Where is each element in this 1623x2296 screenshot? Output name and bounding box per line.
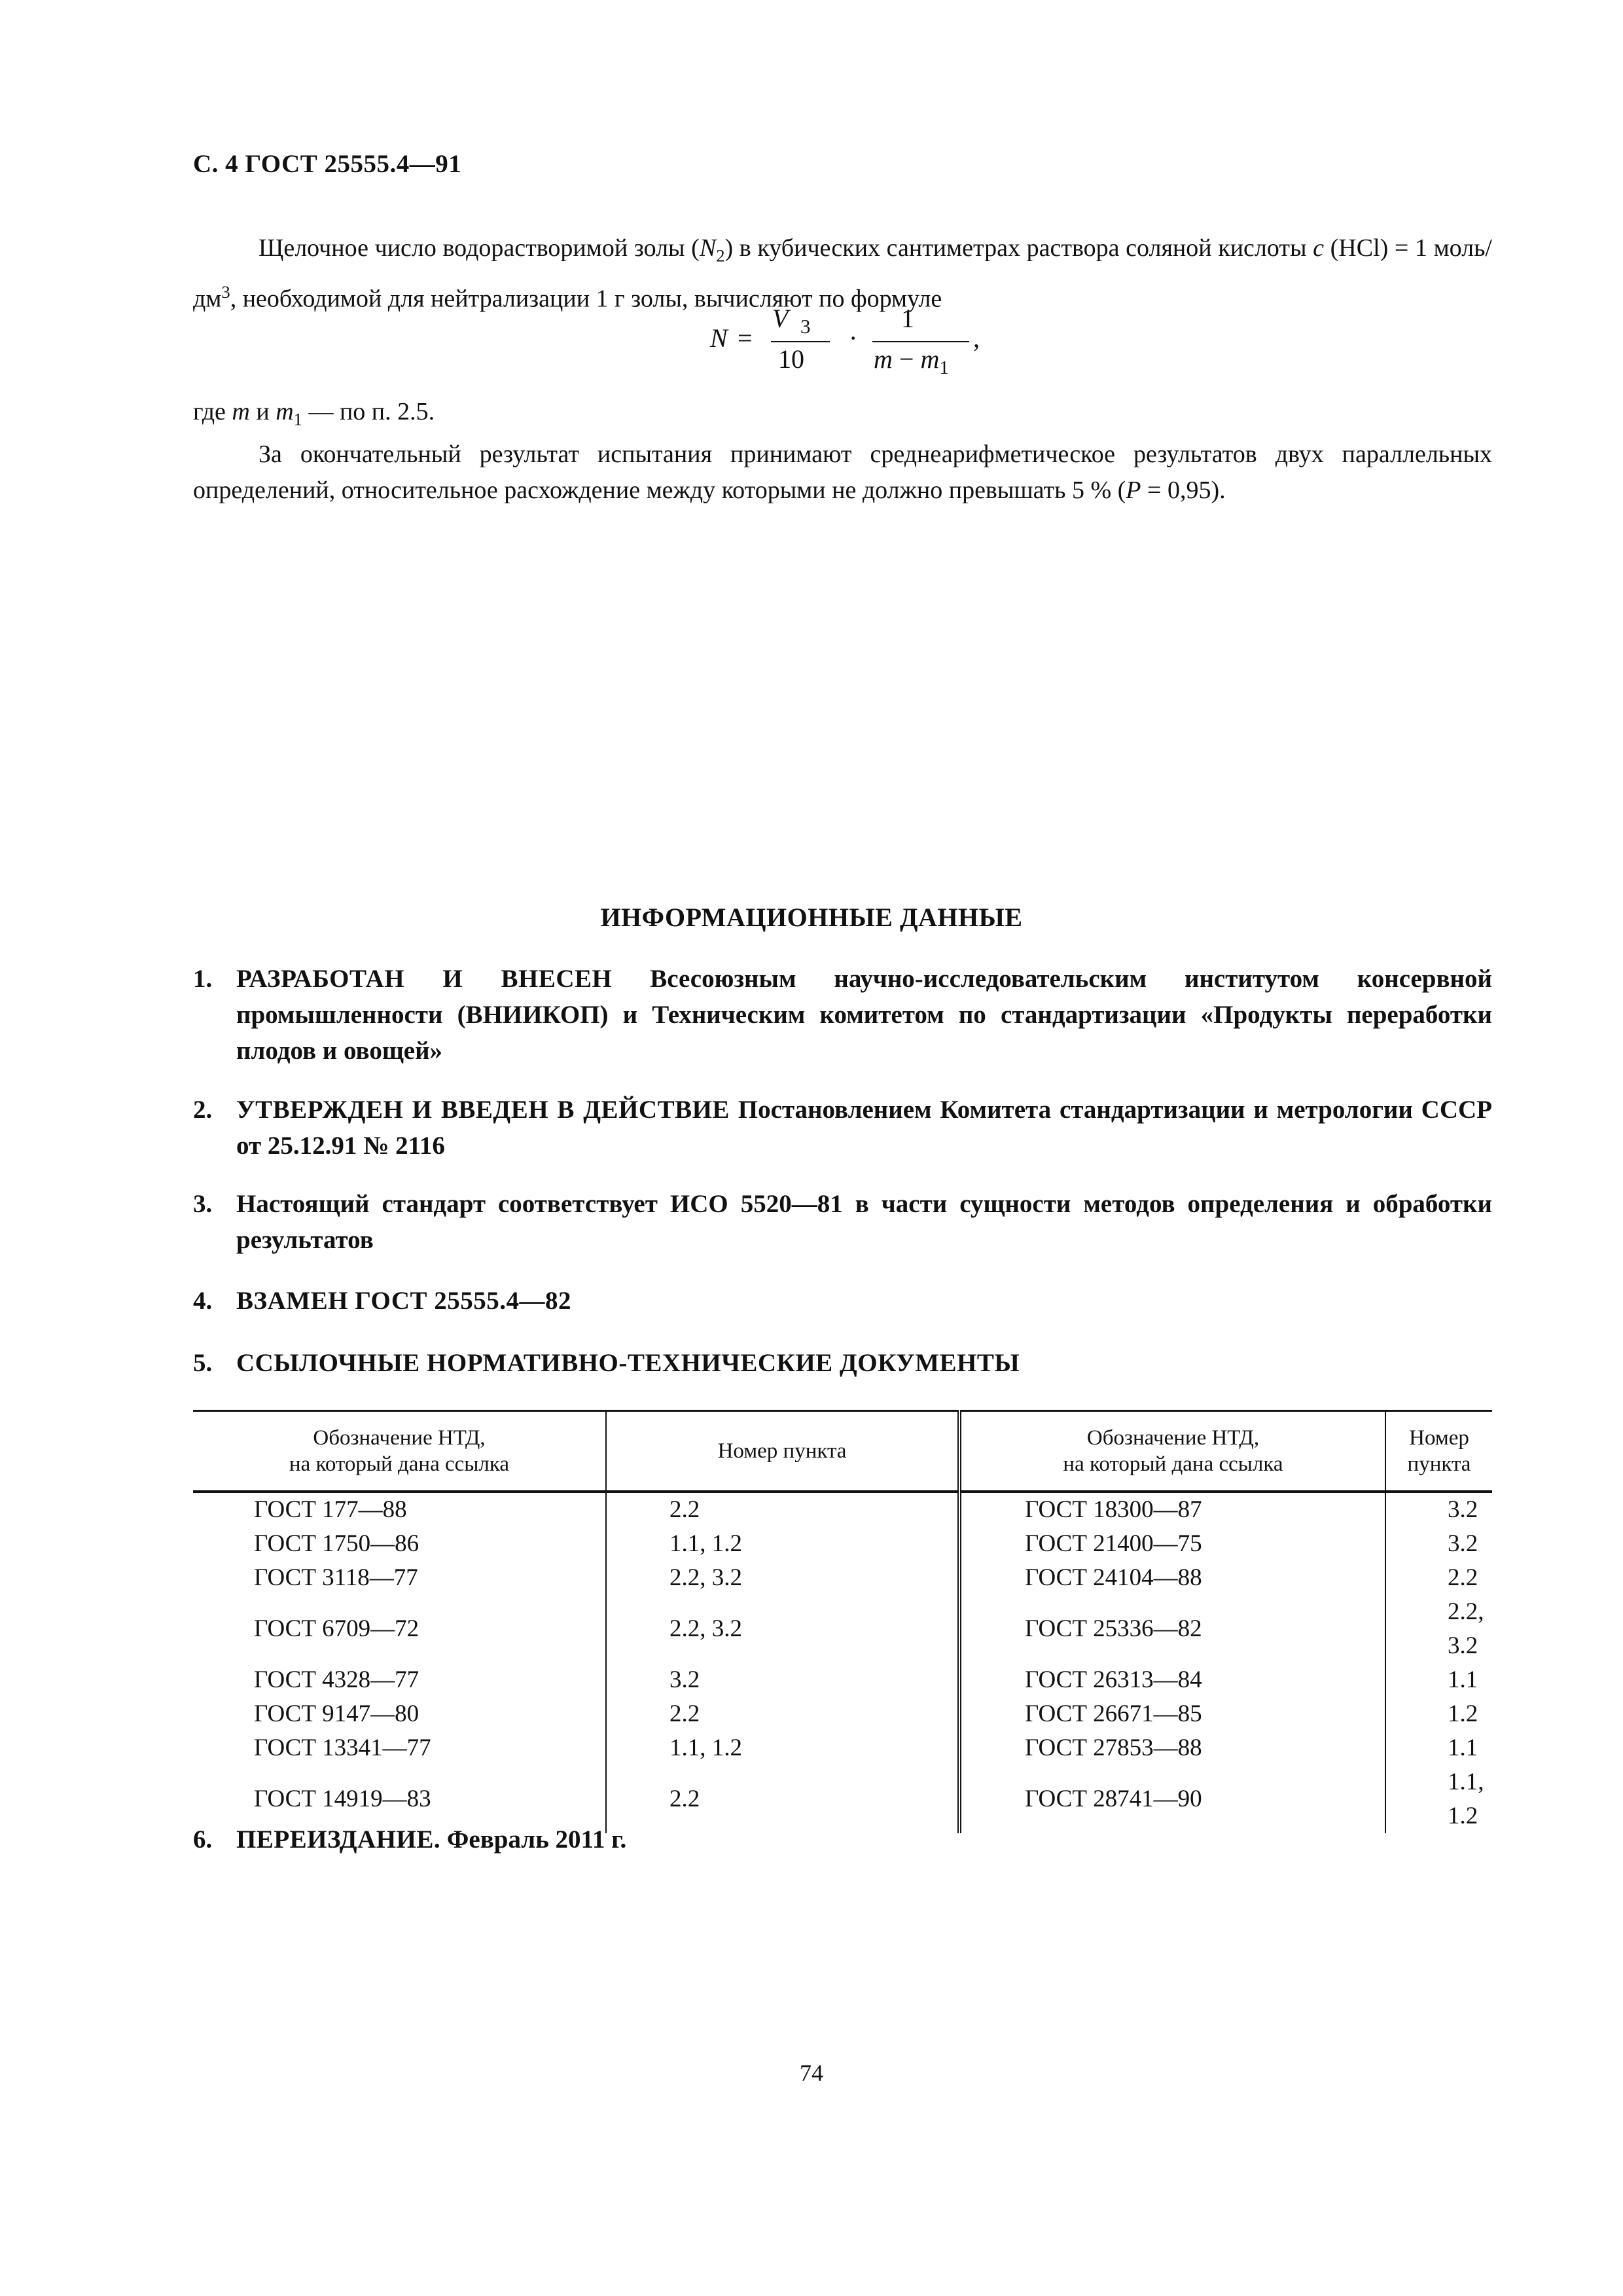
- header-designation-left: [193, 1411, 606, 1492]
- info-item-number: 5.: [193, 1349, 213, 1377]
- table-row: [193, 1663, 1492, 1697]
- para2-text-b: = 0,95).: [1141, 476, 1226, 504]
- formula-den-m1: m: [920, 344, 940, 374]
- info-item-text: Настоящий стандарт соответствует ИСО 5520—81 в части сущности методов определения и обработки результатов: [236, 1190, 1492, 1254]
- info-item-2: [193, 1092, 1492, 1164]
- table-row: [193, 1561, 1492, 1595]
- table-cell: 2.2: [1448, 1564, 1478, 1591]
- info-item-3: [193, 1186, 1492, 1258]
- info-item-text: Постановлением Комитета стандартизации и метрологии СССР от 25.12.91 № 2116: [236, 1096, 1492, 1160]
- table-cell: ГОСТ 24104—88: [959, 1561, 1385, 1595]
- info-item-1: [193, 961, 1492, 1069]
- formula-den-minus: −: [892, 344, 921, 374]
- page-number: 74: [800, 2060, 823, 2086]
- alkalinity-formula: [710, 303, 985, 388]
- table-header-row: [193, 1411, 1492, 1492]
- formula-lhs: N: [710, 323, 728, 353]
- para1-text-c: (HCl) = 1 моль/дм: [193, 234, 1492, 313]
- para1-text-b: ) в кубических сантиметрах раствора соляной кислоты: [724, 234, 1313, 262]
- reference-documents-table: [193, 1410, 1492, 1833]
- info-item-5: [193, 1345, 1492, 1381]
- info-item-number: 6.: [193, 1825, 213, 1854]
- info-item-heading: ВЗАМЕН ГОСТ 25555.4—82: [236, 1287, 572, 1315]
- info-item-heading: ССЫЛОЧНЫЕ НОРМАТИВНО-ТЕХНИЧЕСКИЕ ДОКУМЕНТЫ: [236, 1349, 1020, 1377]
- table-cell: ГОСТ 3118—77: [193, 1561, 606, 1595]
- para1-symbol-n-sub: 2: [716, 245, 725, 266]
- where-m1: m: [276, 398, 294, 425]
- formula-denominator-1: 10: [778, 344, 804, 374]
- info-item-text: Февраль 2011 г.: [440, 1825, 627, 1854]
- formula-numerator-v-sub: 3: [800, 315, 811, 338]
- para1-symbol-n: N: [699, 234, 717, 262]
- info-item-heading: УТВЕРЖДЕН И ВВЕДЕН В ДЕЙСТВИЕ: [236, 1096, 730, 1124]
- para2-text-a: За окончательный результат испытания принимают среднеарифметическое результатов двух параллельных определений, относительное расхождение между которыми не должно превышать 5 % (: [193, 440, 1492, 504]
- table-cell: ГОСТ 14919—83: [193, 1765, 606, 1833]
- info-item-text: Всесоюзным научно-исследовательским институтом консервной промышленности (ВНИИКОП) и Техническим комитетом по стандартизации «Продукты переработки плодов и овощей»: [236, 965, 1492, 1065]
- table-cell: ГОСТ 177—88: [193, 1492, 606, 1527]
- header-item-number-right: Номер пункта: [1385, 1411, 1492, 1492]
- table-cell: 2.2: [606, 1765, 959, 1833]
- formula-equals: =: [738, 323, 753, 353]
- info-item-number: 3.: [193, 1190, 213, 1218]
- formula-fraction-bar-2: [872, 341, 969, 342]
- formula-denominator-2: [874, 344, 949, 379]
- para2-symbol-p: P: [1126, 476, 1141, 504]
- table-cell: 1.1, 1.2: [1448, 1768, 1484, 1829]
- table-cell: 2.2, 3.2: [606, 1595, 959, 1663]
- table-cell: 2.2: [606, 1697, 959, 1731]
- formula-numerator-2: 1: [901, 304, 914, 333]
- info-item-heading: ПЕРЕИЗДАНИЕ.: [236, 1825, 441, 1854]
- table-cell: ГОСТ 25336—82: [959, 1595, 1385, 1663]
- table-cell: ГОСТ 18300—87: [959, 1492, 1385, 1527]
- info-item-number: 1.: [193, 965, 213, 993]
- result-paragraph: [193, 437, 1492, 509]
- table-cell: ГОСТ 1750—86: [193, 1527, 606, 1561]
- table-row: [193, 1595, 1492, 1663]
- where-prefix: где: [193, 398, 232, 425]
- table-cell: 1.2: [1448, 1700, 1478, 1727]
- table-cell: ГОСТ 6709—72: [193, 1595, 606, 1663]
- header-line: Обозначение НТД,: [313, 1426, 486, 1450]
- info-item-number: 4.: [193, 1287, 213, 1315]
- table-cell: 3.2: [1448, 1496, 1478, 1523]
- where-m1-sub: 1: [293, 409, 302, 429]
- formula-multiply-dot: ·: [849, 323, 858, 353]
- table-cell: ГОСТ 21400—75: [959, 1527, 1385, 1561]
- info-item-6: [193, 1821, 1492, 1857]
- table-cell: ГОСТ 28741—90: [959, 1765, 1385, 1833]
- para1-text-d: , необходимой для нейтрализации 1 г золы, вычисляют по формуле: [230, 285, 942, 313]
- table-cell: ГОСТ 4328—77: [193, 1663, 606, 1697]
- formula-numerator-v: V: [772, 304, 789, 333]
- table-row: [193, 1492, 1492, 1527]
- header-line: Обозначение НТД,: [1086, 1426, 1260, 1450]
- header-line: на который дана ссылка: [289, 1452, 510, 1476]
- table-cell: 1.1: [1448, 1666, 1478, 1693]
- para1-text-a: Щелочное число водорастворимой золы (: [259, 234, 700, 262]
- formula-fraction-bar-1: [771, 341, 830, 342]
- table-cell: 3.2: [1448, 1530, 1478, 1557]
- info-item-number: 2.: [193, 1096, 213, 1124]
- header-designation-right: [959, 1411, 1385, 1492]
- section-title: ИНФОРМАЦИОННЫЕ ДАННЫЕ: [600, 903, 1023, 932]
- page-header: С. 4 ГОСТ 25555.4—91: [193, 150, 462, 178]
- table-row: [193, 1697, 1492, 1731]
- header-item-number-left: Номер пункта: [606, 1411, 959, 1492]
- table-cell: 1.1, 1.2: [606, 1527, 959, 1561]
- formula-den-m: m: [874, 344, 893, 374]
- para1-unit-sup: 3: [221, 281, 230, 302]
- table-cell: 2.2, 3.2: [1448, 1598, 1484, 1659]
- formula-den-m1-sub: 1: [939, 357, 949, 378]
- info-item-4: [193, 1283, 1492, 1319]
- where-m: m: [232, 398, 250, 425]
- table-cell: 2.2, 3.2: [606, 1561, 959, 1595]
- where-suffix: — по п. 2.5.: [302, 398, 435, 425]
- para1-symbol-c: c: [1313, 234, 1324, 262]
- table-cell: ГОСТ 13341—77: [193, 1731, 606, 1765]
- table-cell: ГОСТ 9147—80: [193, 1697, 606, 1731]
- table-cell: 2.2: [606, 1492, 959, 1527]
- table-cell: ГОСТ 26313—84: [959, 1663, 1385, 1697]
- table-cell: 1.1, 1.2: [606, 1731, 959, 1765]
- table-row: [193, 1731, 1492, 1765]
- table-cell: ГОСТ 27853—88: [959, 1731, 1385, 1765]
- where-clause: [193, 394, 1492, 438]
- table-cell: 1.1: [1448, 1734, 1478, 1761]
- where-and: и: [249, 398, 276, 425]
- table-cell: ГОСТ 26671—85: [959, 1697, 1385, 1731]
- info-item-heading: РАЗРАБОТАН И ВНЕСЕН: [236, 965, 613, 993]
- header-line: на который дана ссылка: [1063, 1452, 1283, 1476]
- formula-comma: ,: [973, 323, 980, 353]
- table-row: [193, 1527, 1492, 1561]
- table-cell: 3.2: [606, 1663, 959, 1697]
